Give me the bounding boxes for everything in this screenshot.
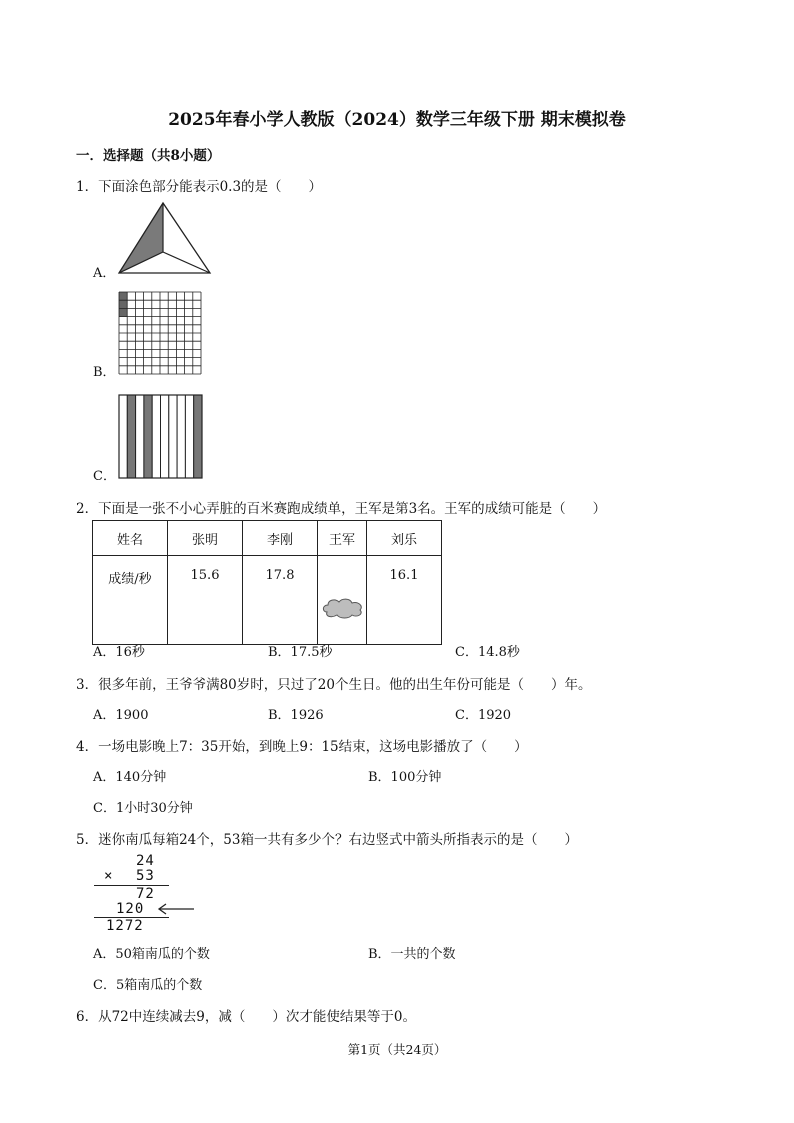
score-table [92, 520, 442, 645]
vertical-multiplication [92, 853, 202, 935]
stripe [185, 395, 193, 478]
stripe [136, 395, 144, 478]
stripe [177, 395, 185, 478]
page-title: 2025年春小学人教版（2024）数学三年级下册 期末模拟卷 [168, 110, 626, 130]
shaded-cell [119, 308, 127, 316]
divider-line [94, 885, 169, 886]
product-result: 1272 [106, 918, 144, 934]
q4-option-a: A．140分钟 [93, 770, 167, 785]
partial-product-1: 72 [136, 886, 155, 902]
smudged-cell [318, 556, 367, 645]
q2-option-a: A．16秒 [93, 645, 145, 660]
q1-striped-rectangle-figure [118, 394, 204, 480]
shaded-stripe [144, 395, 152, 478]
q3-option-a: A．1900 [93, 708, 149, 723]
shaded-cell [119, 300, 127, 308]
q1-hundred-grid-figure [118, 291, 202, 375]
table-cell: 17.8 [243, 556, 318, 645]
stripes [119, 395, 202, 478]
stripe [169, 395, 177, 478]
q5-option-b: B．一共的个数 [368, 947, 456, 962]
times-sign: × [104, 868, 114, 884]
q3-option-c: C．1920 [455, 708, 512, 723]
stripe [161, 395, 169, 478]
q4-option-b: B．100分钟 [368, 770, 442, 785]
table-cell: 15.6 [168, 556, 243, 645]
question-1-stem: 1．下面涂色部分能表示0.3的是（ ） [76, 179, 323, 195]
table-header-cell: 姓名 [93, 521, 168, 556]
q4-option-c: C．1小时30分钟 [93, 801, 193, 816]
question-4-stem: 4．一场电影晚上7：35开始，到晚上9：15结束，这场电影播放了（ ） [76, 739, 528, 755]
q3-option-b: B．1926 [268, 708, 324, 723]
page-footer: 第1页（共24页） [347, 1042, 447, 1057]
multiplicand: 24 [136, 853, 155, 869]
stripe [119, 395, 127, 478]
multiplier: 53 [136, 868, 155, 884]
shaded-cells [119, 292, 127, 317]
q5-option-c: C．5箱南瓜的个数 [93, 978, 203, 993]
partial-product-2: 120 [116, 901, 145, 917]
q2-option-c: C．14.8秒 [455, 645, 520, 660]
shaded-stripe [194, 395, 202, 478]
stripe [152, 395, 160, 478]
shaded-cell [119, 292, 127, 300]
q1-triangle-figure [115, 200, 215, 276]
q1-option-c-label: C． [93, 469, 116, 484]
question-3-stem: 3．很多年前，王爷爷满80岁时，只过了20个生日。他的出生年份可能是（ ）年。 [76, 677, 592, 693]
ink-stain-icon [321, 596, 365, 620]
left-arrow-icon [156, 903, 196, 915]
shaded-stripe [127, 395, 135, 478]
table-header-cell: 刘乐 [367, 521, 442, 556]
question-2-stem: 2．下面是一张不小心弄脏的百米赛跑成绩单，王军是第3名。王军的成绩可能是（ ） [76, 501, 607, 517]
q1-option-a-label: A． [93, 266, 116, 281]
table-cell: 16.1 [367, 556, 442, 645]
table-header-cell: 王军 [318, 521, 367, 556]
q1-option-b-label: B． [93, 365, 116, 380]
section-heading: 一．选择题（共8小题） [76, 148, 221, 164]
question-6-stem: 6．从72中连续减去9，减（ ）次才能使结果等于0。 [76, 1009, 416, 1025]
q2-option-b: B．17.5秒 [268, 645, 333, 660]
table-header-cell: 李刚 [243, 521, 318, 556]
table-header-cell: 张明 [168, 521, 243, 556]
q5-option-a: A．50箱南瓜的个数 [93, 947, 210, 962]
table-cell: 成绩/秒 [93, 556, 168, 645]
grid-lines [119, 292, 201, 374]
question-5-stem: 5．迷你南瓜每箱24个，53箱一共有多少个？右边竖式中箭头所指表示的是（ ） [76, 832, 578, 848]
